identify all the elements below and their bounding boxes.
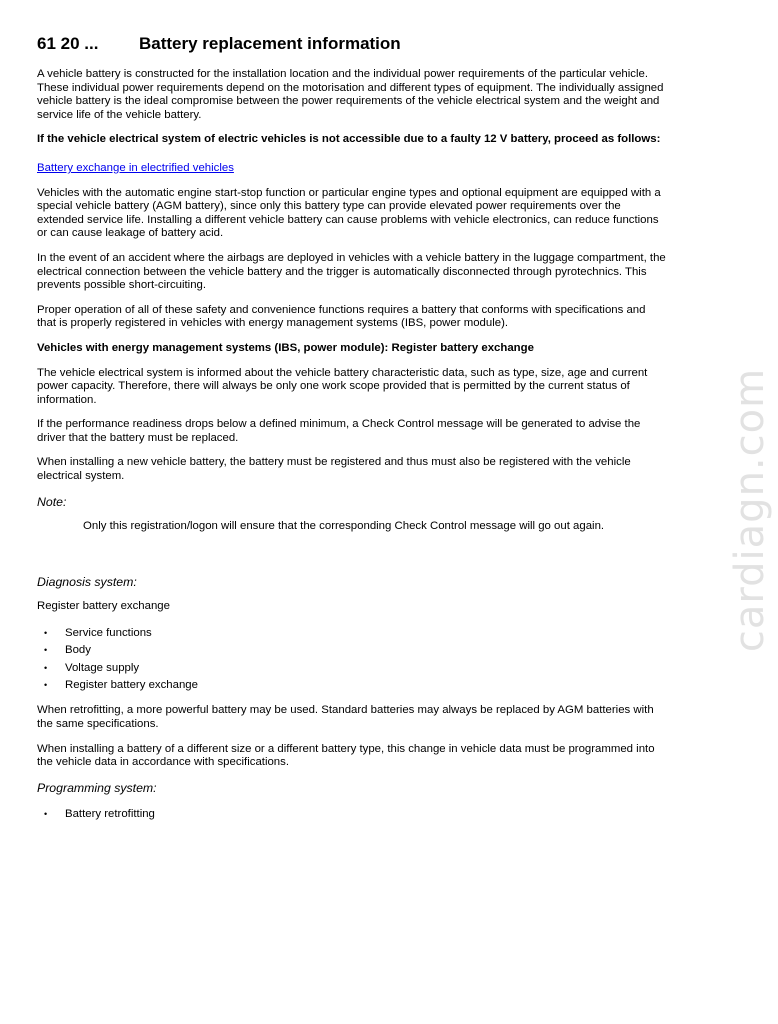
diagnosis-label: Diagnosis system: bbox=[37, 575, 137, 590]
informed-paragraph: The vehicle electrical system is informed about the vehicle battery characteristic data, such as type, size, age and current power capacity. Therefore, there will always be only one work scope provided that is permitted by the current status of information. bbox=[37, 366, 648, 406]
readiness-paragraph: If the performance readiness drops below a defined minimum, a Check Control message will be generated to advise the driver that the battery must be replaced. bbox=[37, 418, 641, 444]
bullet-icon: • bbox=[44, 662, 48, 673]
accident-paragraph: In the event of an accident where the airbags are deployed in vehicles with a vehicle battery in the luggage compartment, the electrical connection between the vehicle battery and the trigger is automatically disconnected through pyrotechnics. This prevents possible short-circuiting. bbox=[37, 251, 666, 292]
programming-list bbox=[37, 806, 667, 823]
intro-paragraph: A vehicle battery is constructed for the installation location and the individual power requirements of the particular vehicle. These individual power requirements depend on the motorisation and different types of equipment. The individually assigned vehicle battery is the ideal compromise between the power requirements of the vehicle electrical system and the weight and service life of the vehicle battery. bbox=[37, 68, 664, 121]
page-heading bbox=[37, 34, 667, 54]
bullet-icon: • bbox=[44, 680, 48, 691]
list-item: • Body bbox=[37, 642, 667, 659]
ev-instruction: If the vehicle electrical system of electric vehicles is not accessible due to a faulty 12 V battery, proceed as follows: bbox=[37, 133, 661, 146]
bullet-icon: • bbox=[44, 645, 48, 656]
battery-exchange-link[interactable]: Battery exchange in electrified vehicles bbox=[37, 161, 234, 174]
note-label: Note: bbox=[37, 494, 67, 509]
list-item: • Battery retrofitting bbox=[37, 806, 667, 823]
retrofit-paragraph: When retrofitting, a more powerful battery may be used. Standard batteries may always be replaced by AGM batteries with the same specifications. bbox=[37, 704, 654, 731]
section-number: 61 20 ... bbox=[37, 34, 99, 53]
watermark-text: cardiagn.com bbox=[727, 367, 773, 653]
bullet-icon: • bbox=[44, 627, 48, 638]
watermark bbox=[722, 367, 778, 653]
list-item: • Voltage supply bbox=[37, 660, 667, 677]
page-title: Battery replacement information bbox=[139, 34, 401, 53]
list-item: • Register battery exchange bbox=[37, 677, 667, 694]
installing-paragraph: When installing a new vehicle battery, the battery must be registered and thus must also be registered with the vehicle electrical system. bbox=[37, 456, 631, 483]
different-battery-paragraph: When installing a battery of a different size or a different battery type, this change in vehicle data must be programmed into the vehicle data in accordance with specifications. bbox=[37, 742, 655, 769]
list-item: • Service functions bbox=[37, 625, 667, 642]
programming-label: Programming system: bbox=[37, 780, 157, 795]
proper-operation-paragraph: Proper operation of all of these safety and convenience functions requires a battery that conforms with specifications and that is properly registered in vehicles with energy management systems (IBS, power module). bbox=[37, 303, 646, 330]
register-text: Register battery exchange bbox=[37, 600, 170, 613]
ems-heading: Vehicles with energy management systems (IBS, power module): Register battery exchange bbox=[37, 341, 534, 354]
note-text: Only this registration/logon will ensure that the corresponding Check Control message will go out again. bbox=[83, 519, 605, 532]
diagnosis-list bbox=[37, 625, 667, 695]
bullet-icon: • bbox=[44, 808, 48, 819]
agm-paragraph: Vehicles with the automatic engine start-stop function or particular engine types and optional equipment are equipped with a special vehicle battery (AGM battery), since only this battery type can provide elevated power requirements over the extended service life. Installing a different vehicle battery can cause problems with vehicle electronics, can reduce functions or can cause leakage of battery acid. bbox=[37, 186, 661, 240]
document-page bbox=[37, 34, 667, 833]
